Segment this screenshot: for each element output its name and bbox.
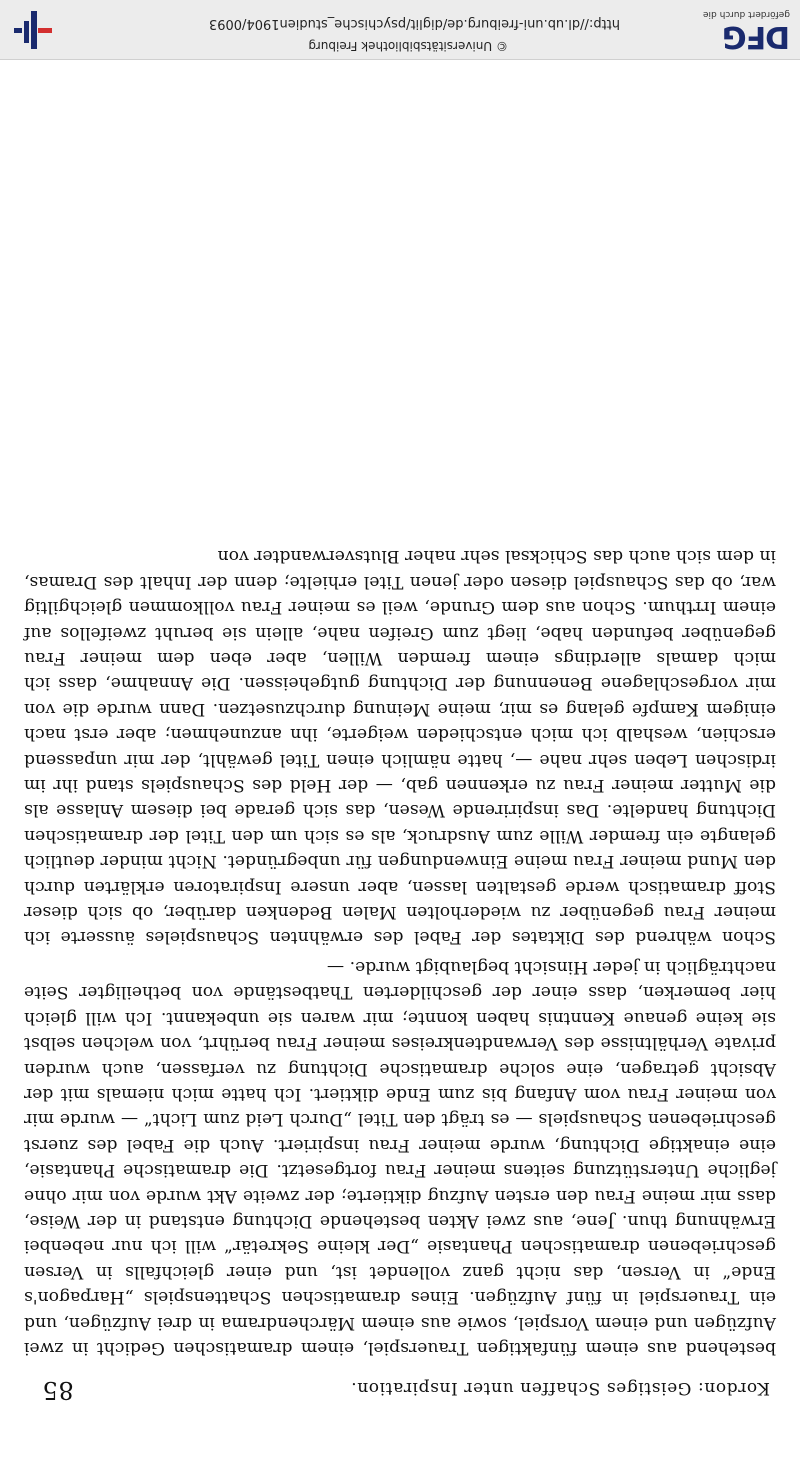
running-head: Kordon: Geistiges Schaffen unter Inspiration. (350, 1378, 770, 1398)
source-url-link[interactable]: http://dl.ub.uni-freiburg.de/diglit/psychische_studien1904/0093 (208, 16, 620, 31)
paragraph-2: Schon während des Diktates der Fabel des erwähnten Schauspieles äusserte ich meiner Frau gegenüber zu wiederholten Malen Bedenken darüber, ob sich dieser Stoff dramatisch werde gestalten lassen, aber unsere Inspiratoren erklärten durch den Mund meiner Frau meine Einwendungen für unbegründet. Nicht minder deutlich gelangte ein fremder Wille zum Ausdruck, als es sich um den Titel der dramatischen Dichtung handelte. Das inspirirende Wesen, das sich gerade bei diesem Anlasse als die Mutter meiner Frau zu erkennen gab, — der Held des Schauspiels stand ihr im irdischen Leben sehr nahe —, hatte nämlich einen Titel gewählt, der mir unpassend erschien, weshalb ich mich entschieden weigerte, ihn anzunehmen; aber erst nach einigem Kampfe gelang es mir, meine Meinung durchzusetzen. Dann wurde die von mir vorgeschlagene Benennung der Dichtung gutgeheissen. Die Annahme, dass ich mich damals allerdings einem fremden Willen, aber eben dem meiner Frau gegenüber befunden habe, liegt zum Greifen nahe, allein sie beruht zweifellos auf einem Irrthum. Schon aus dem Grunde, weil es meiner Frau vollkommen gleichgiltig war, ob das Schauspiel diesen oder jenen Titel erhielte; denn der Inhalt des Dramas, in dem sich auch das Schicksal sehr naher Blutsverwandter von (24, 546, 776, 948)
page-number: 85 (42, 1376, 74, 1404)
digitization-footer (0, 0, 800, 60)
dfg-logo (680, 7, 790, 54)
body-text (24, 543, 776, 1360)
paragraph-1: bestehend aus einem fünfaktigen Trauerspiel, einem dramatischen Gedicht in zwei Aufzügen und einem Vorspiel, sowie aus einem Märchendrama in drei Aufzügen, und ein Trauerspiel in fünf Aufzügen. Eines dramatischen Schattenspiels „Harpagon's Ende“ in Versen, das nicht ganz vollendet ist, und einer gleichfalls in Versen geschriebenen dramatischen Phantasie „Der kleine Sekretär“ will ich nur nebenbei Erwähnung thun. Jene, aus zwei Akten bestehende Dichtung entstand in der Weise, dass mir meine Frau den ersten Aufzug diktierte; der zweite Akt wurde von mir ohne jegliche Unterstützung seitens meiner Frau fortgesetzt. Die dramatische Phantasie, eine einaktige Dichtung, wurde meiner Frau inspiriert. Auch die Fabel des zuerst geschriebenen Schauspiels — es trägt den Titel „Durch Leid zum Licht“ — wurde mir von meiner Frau vom Anfang bis zum Ende diktiert. Ich hatte mich niemals mit der Absicht getragen, eine solche dramatische Dichtung zu verfassen, auch wurden private Verhältnisse des Verwandtenkreises meiner Frau berührt, von welchen selbst sie keine genaue Kenntnis haben konnte; mir waren sie unbekannt. Ich will gleich hier bemerken, dass einer der geschilderten Thatbestände von betheiligter Seite nachträglich in jeder Hinsicht beglaubigt wurde. — (24, 956, 776, 1358)
ub-freiburg-logo-icon (12, 7, 56, 53)
page-header (24, 1366, 776, 1406)
copyright-notice: © Universitätsbibliothek Freiburg (308, 39, 508, 53)
document-page (24, 66, 776, 1406)
dfg-logo-text: DFG (722, 19, 790, 54)
dfg-caption: gefördert durch die (703, 9, 790, 19)
